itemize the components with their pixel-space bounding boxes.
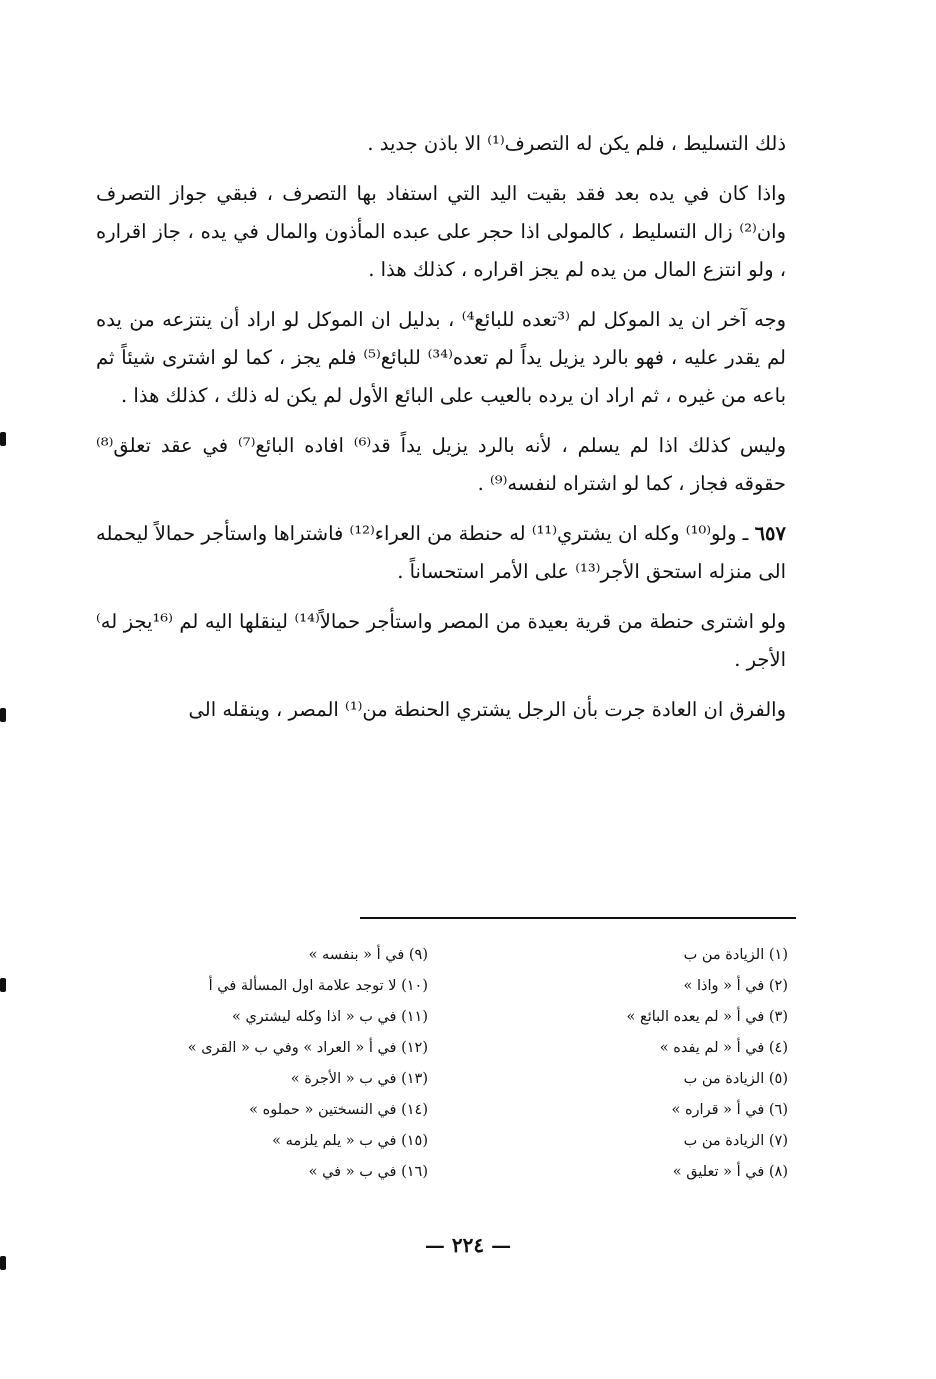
- footnote: (٥) الزيادة من ب: [683, 1071, 788, 1087]
- footnote: (٢) في أ « واذا »: [683, 978, 788, 994]
- footnote: (١٤) في النسختين « حملوه »: [249, 1102, 428, 1118]
- footnote: (١٣) في ب « الأجرة »: [290, 1071, 428, 1087]
- issue-number: ٦٥٧: [754, 522, 786, 546]
- footnote: (٨) في أ « تعليق »: [672, 1164, 788, 1180]
- footnote: (٩) في أ « بنفسه »: [308, 947, 428, 963]
- paragraph-text: ـ ولو⁽¹⁰⁾ وكله ان يشتري⁽¹¹⁾ له حنطة من العراء⁽¹²⁾ فاشتراها واستأجر حمالاً ليحمله الى منزله استحق الأجر⁽¹³⁾ على الأمر استحساناً .: [96, 522, 786, 584]
- footnote: (٧) الزيادة من ب: [683, 1133, 788, 1149]
- paragraph: ولو اشترى حنطة من قرية بعيدة من المصر واستأجر حمالاً⁽¹⁴⁾ لينقلها اليه لم ⁽¹⁶يجز له⁾ الأجر .: [96, 610, 786, 672]
- paragraph: وليس كذلك اذا لم يسلم ، لأنه بالرد يزيل يداً قد⁽⁶⁾ افاده البائع⁽⁷⁾ في عقد تعلق⁽⁸⁾ حقوقه فجاز ، كما لو اشتراه لنفسه⁽⁹⁾ .: [96, 434, 786, 496]
- footnotes: [98, 940, 788, 1188]
- footnote: (١) الزيادة من ب: [683, 947, 788, 963]
- footnote: (١٦) في ب « في »: [308, 1164, 428, 1180]
- footnote: (١٠) لا توجد علامة اول المسألة في أ: [208, 978, 428, 994]
- footnote: (٤) في أ « لم يفده »: [659, 1040, 788, 1056]
- footnote-separator: [360, 917, 796, 919]
- footnotes-right-column: [458, 940, 788, 1188]
- scan-edge-mark: [0, 432, 6, 446]
- scan-edge-mark: [0, 978, 6, 992]
- footnote: (١٢) في أ « العراد » وفي ب « القرى »: [187, 1040, 428, 1056]
- page-number: — ٢٢٤ —: [424, 1233, 512, 1257]
- footnote: (١٥) في ب « يلم يلزمه »: [272, 1133, 428, 1149]
- main-text: [96, 125, 786, 741]
- paragraph: ذلك التسليط ، فلم يكن له التصرف⁽¹⁾ الا باذن جديد .: [367, 132, 786, 155]
- footnotes-left-column: [98, 940, 428, 1188]
- footnote: (٣) في أ « لم يعده البائع »: [626, 1009, 788, 1025]
- paragraph-numbered: [96, 515, 786, 591]
- paragraph: وجه آخر ان يد الموكل لم ⁽³تعده للبائع⁴⁾ ، بدليل ان الموكل لو اراد أن ينتزعه من يده لم يقدر عليه ، فهو بالرد يزيل يداً لم تعده⁽³⁴⁾ للبائع⁽⁵⁾ فلم يجز ، كما لو اشترى شيئاً ثم باعه من غيره ، ثم اراد ان يرده بالعيب على البائع الأول لم يكن له ذلك ، كذلك هذا .: [96, 308, 786, 408]
- scan-edge-mark: [0, 1256, 6, 1270]
- scan-edge-mark: [0, 708, 6, 722]
- paragraph: واذا كان في يده بعد فقد بقيت اليد التي استفاد بها التصرف ، فبقي جواز التصرف وان⁽²⁾ زال التسليط ، كالمولى اذا حجر على عبده المأذون والمال في يده ، جاز اقراره ، ولو انتزع المال من يده لم يجز اقراره ، كذلك هذا .: [96, 182, 786, 282]
- paragraph: والفرق ان العادة جرت بأن الرجل يشتري الحنطة من⁽¹⁾ المصر ، وينقله الى: [188, 698, 786, 722]
- footnote: (١١) في ب « اذا وكله ليشتري »: [231, 1009, 428, 1025]
- footnote: (٦) في أ « قراره »: [671, 1102, 788, 1118]
